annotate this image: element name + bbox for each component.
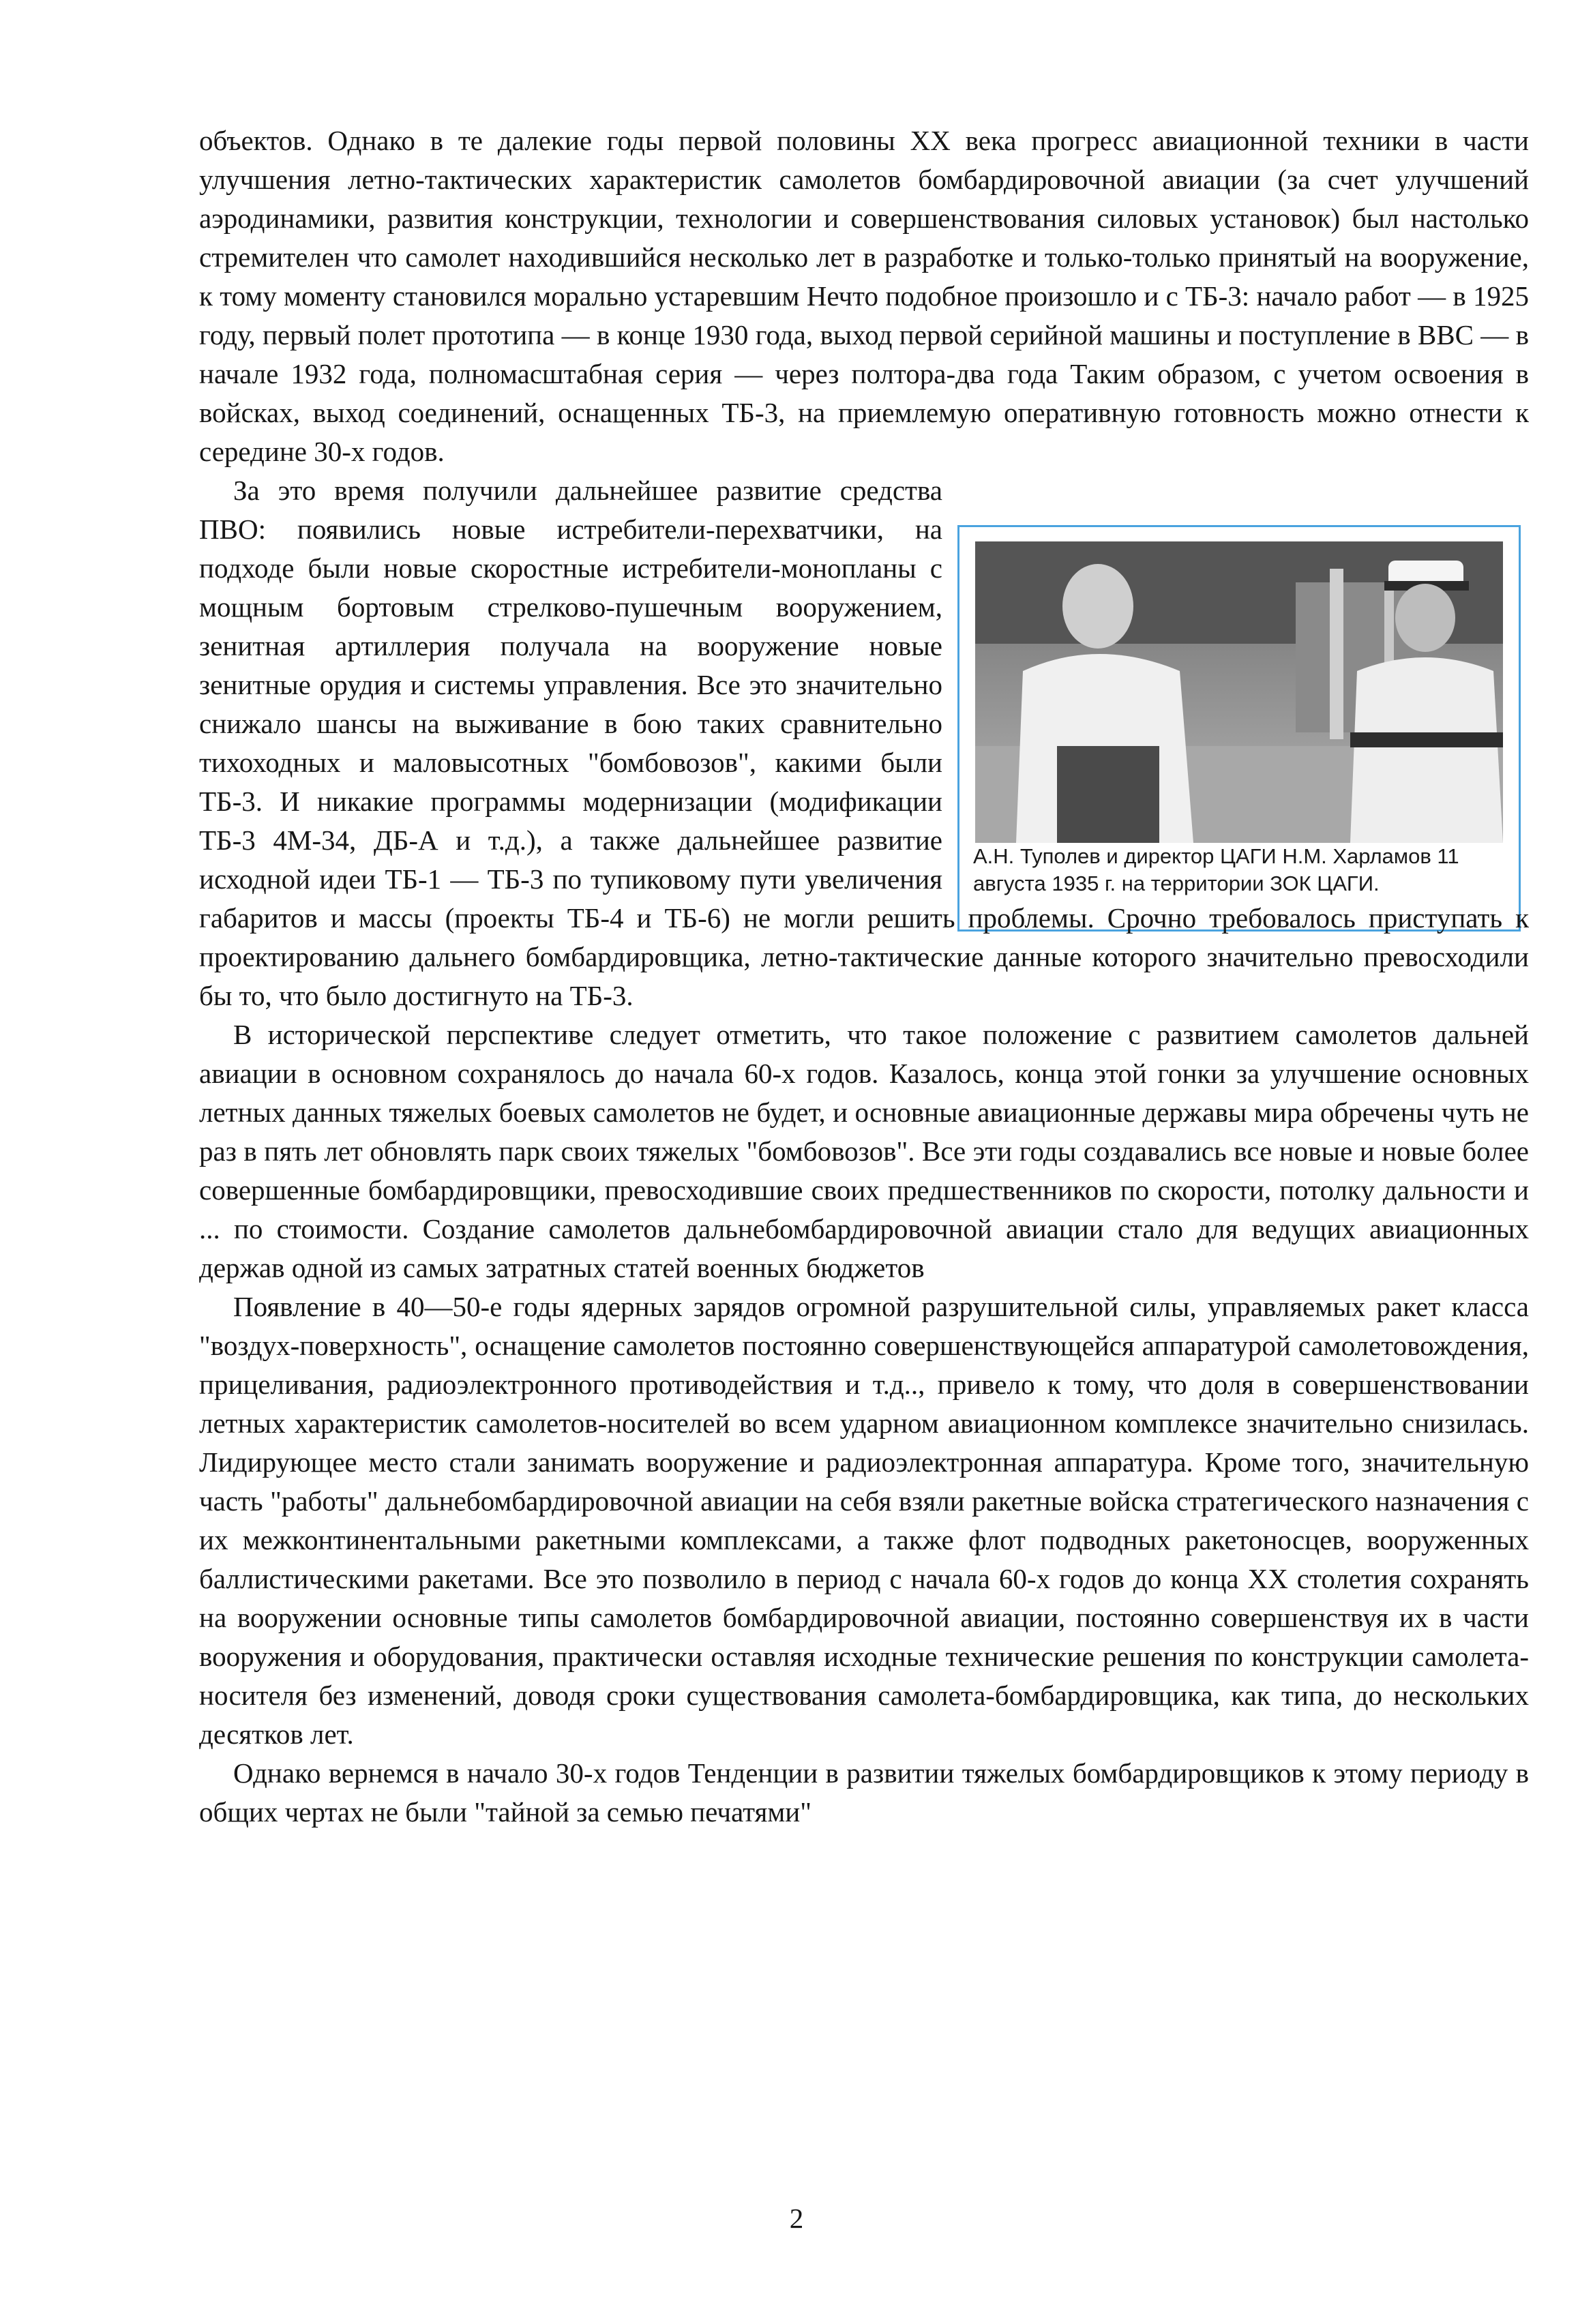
- photo-caption: А.Н. Туполев и директор ЦАГИ Н.М. Харламов 11 августа 1935 г. на территории ЗОК ЦАГИ.: [973, 844, 1459, 895]
- paragraph: объектов. Однако в те далекие годы первой половины XX века прогресс авиационной техники в части улучшения летно-тактических характеристик самолетов бомбардировочной авиации (за счет улучшений аэродинамики, развития конструкции, технологии и совершенствования силовых установок) был настолько стремителен что самолет находившийся несколько лет в разработке и только-только принятый на вооружение, к тому моменту становился морально устаревшим Нечто подобное произошло и с ТБ-3: начало работ — в 1925 году, первый полет прототипа — в конце 1930 года, выход первой серийной машины и поступление в ВВС — в начале 1932 года, полномасштабная серия — через полтора-два года Таким образом, с учетом освоения в войсках, выход соединений, оснащенных ТБ-3, на приемлемую оперативную готовность можно отнести к середине 30-х годов.: [199, 125, 1529, 467]
- paragraph: В исторической перспективе следует отметить, что такое положение с развитием самолетов дальней авиации в основном сохранялось до начала 60-х годов. Казалось, конца этой гонки за улучшение основных летных данных тяжелых боевых самолетов не будет, и основные авиационные державы мира обречены чуть не раз в пять лет обновлять парк своих тяжелых "бомбовозов". Все эти годы создавались все новые и новые более совершенные бомбардировщики, превосходившие своих предшественников по скорости, потолку дальности и ... по стоимости. Создание самолетов дальнебомбардировочной авиации стало для ведущих авиационных держав одной из самых затратных статей военных бюджетов: [199, 1019, 1529, 1283]
- page-number: 2: [789, 2203, 804, 2234]
- paragraph: Появление в 40—50-е годы ядерных зарядов огромной разрушительной силы, управляемых ракет класса "воздух-поверхность", оснащение самолетов постоянно совершенствующейся аппаратурой самолетовождения, прицеливания, радиоэлектронного противодействия и т.д.., привело к тому, что доля в совершенствовании летных характеристик самолетов-носителей во всем ударном авиационном комплексе значительно снизилась. Лидирующее место стали занимать вооружение и радиоэлектронная аппаратура. Кроме того, значительную часть "работы" дальнебомбардировочной авиации на себя взяли ракетные войска стратегического назначения с их межконтинентальными ракетными комплексами, а также флот подводных ракетоносцев, вооруженных баллистическими ракетами. Все это позволило в период с начала 60-х годов до конца XX столетия сохранять на вооружении основные типы самолетов бомбардировочной авиации, постоянно совершенствуя их в части вооружения и оборудования, практически оставляя исходные технические решения по конструкции самолета-носителя без изменений, доводя сроки существования самолета-бомбардировщика, как типа, до нескольких десятков лет.: [199, 1291, 1529, 1750]
- paragraph: За это время получили дальнейшее развитие средства ПВО: появились новые истребители-перехватчики, на подходе были новые скоростные истребители-монопланы с мощным бортовым стрелково-пушечным вооружением, зенитная артиллерия получала на вооружение новые зенитные орудия и системы управления. Все это значительно снижало шансы на выживание в бою таких сравнительно тихоходных и маловысотных "бомбовозов", какими были ТБ-3. И никакие программы модернизации (модификации ТБ-3 4М-34, ДБ-А и т.д.), а также дальнейшее развитие исходной идеи ТБ-1 — ТБ-3 по тупиковому пути увеличения габаритов и массы (проекты ТБ-4 и ТБ-6) не могли решить проблемы. Срочно требовалось приступать к проектированию дальнего бомбардировщика, летно-тактические данные которого значительно превосходили бы то, что было достигнуто на ТБ-3.: [199, 475, 1529, 1011]
- paragraph: Однако вернемся в начало 30-х годов Тенденции в развитии тяжелых бомбардировщиков к этому периоду в общих чертах не были "тайной за семью печатями": [199, 1757, 1529, 1828]
- figure-spacer: [942, 471, 1529, 886]
- body-text: [199, 121, 1529, 1832]
